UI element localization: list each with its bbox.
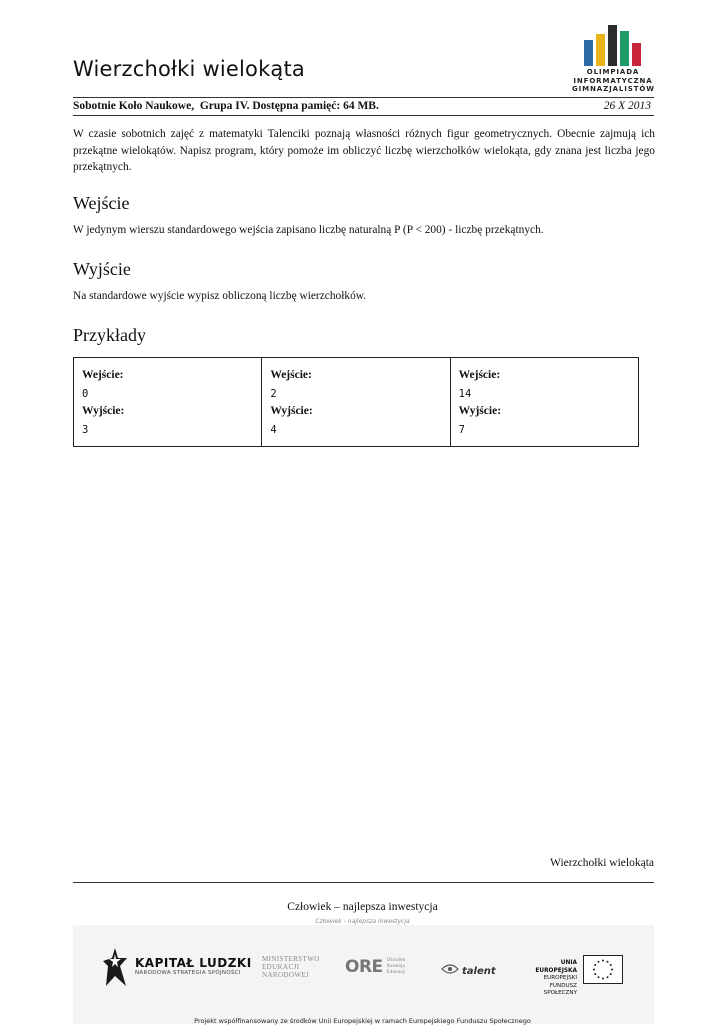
eu-star-icon — [602, 978, 604, 980]
talent-text: talent — [462, 966, 496, 977]
example-output-value: 3 — [82, 424, 89, 436]
kapital-title: KAPITAŁ LUDZKI — [135, 956, 252, 970]
subheader-text: Sobotnie Koło Naukowe, Grupa IV. Dostępna pamięć: 64 MB. — [73, 100, 379, 112]
example-output-value: 4 — [270, 424, 277, 436]
eu-star-icon — [607, 961, 609, 963]
logo-bars-icon — [583, 24, 643, 66]
examples-table — [73, 357, 639, 447]
logo-text-line: GIMNAZJALISTÓW — [572, 85, 655, 93]
input-description: W jedynym wierszu standardowego wejścia zapisano liczbę naturalną P (P < 200) - liczbę przekątnych. — [73, 224, 544, 236]
example-cell — [451, 358, 638, 446]
eu-star-icon — [594, 964, 596, 966]
example-input-label: Wejście: — [82, 369, 124, 381]
ministry-line: NARODOWEJ — [262, 971, 310, 979]
ore-title: ORE — [345, 957, 383, 977]
date: 26 X 2013 — [603, 100, 651, 112]
ministry-line: EDUKACJI — [262, 963, 300, 971]
page-title: Wierzchołki wielokąta — [73, 57, 306, 81]
eu-star-icon — [594, 973, 596, 975]
eu-sub-line: FUNDUSZ SPOŁECZNY — [543, 982, 577, 996]
footer-rule — [73, 882, 654, 883]
header-rule — [73, 97, 654, 98]
eu-star-icon — [610, 964, 612, 966]
footer-motto-small: Człowiek - najlepsza inwestycja — [315, 918, 410, 925]
eu-star-icon — [607, 976, 609, 978]
example-output-label: Wyjście: — [270, 405, 313, 417]
ore-logo — [345, 957, 405, 977]
subheader-rule — [73, 115, 654, 116]
kapital-ludzki-logo — [100, 946, 252, 986]
example-output-value: 7 — [458, 424, 465, 436]
example-input-label: Wejście: — [270, 369, 312, 381]
eu-star-icon — [598, 961, 600, 963]
example-input-value: 0 — [82, 388, 89, 400]
logo-text-line: OLIMPIADA — [586, 68, 640, 76]
intro-paragraph: W czasie sobotnich zajęć z matematyki Talenciki poznają własności różnych figur geometrycznych. Obecnie zajmują ich przekątne wielokątów. Napisz program, który pomoże im obliczyć liczbę wierzchołków wielokąta, gdy znana jest liczba jego przekątnych. — [73, 128, 655, 174]
example-cell — [262, 358, 450, 446]
example-input-value: 14 — [458, 388, 472, 400]
example-output-label: Wyjście: — [82, 405, 125, 417]
ore-sub-line: Edukacji — [386, 970, 406, 975]
talent-logo — [440, 960, 496, 977]
example-input-label: Wejście: — [458, 369, 501, 381]
footer-problem-name: Wierzchołki wielokąta — [550, 857, 654, 869]
example-input-value: 2 — [270, 388, 277, 400]
eu-sub-line: EUROPEJSKI — [543, 975, 577, 981]
eu-star-icon — [610, 973, 612, 975]
ministry-line: MINISTERSTWO — [262, 955, 320, 963]
talent-swirl-icon — [440, 961, 460, 977]
ore-sub-line: Rozwoju — [386, 964, 406, 969]
logo-text-line: INFORMATYCZNA — [573, 76, 653, 85]
eu-flag-icon — [583, 955, 623, 989]
eu-text — [520, 960, 577, 998]
kapital-subtitle: NARODOWA STRATEGIA SPÓJNOŚCI — [135, 970, 241, 976]
ore-sub-line: Ośrodek — [386, 958, 406, 963]
eu-star-icon — [593, 969, 595, 971]
project-note: Projekt współfinansowany ze środków Unii Europejskiej w ramach Europejskiego Funduszu Społecznego — [194, 1017, 531, 1025]
example-output-label: Wyjście: — [458, 405, 502, 417]
output-heading: Wyjście — [73, 259, 131, 279]
input-heading: Wejście — [73, 193, 130, 213]
eu-star-icon — [602, 960, 604, 962]
output-description: Na standardowe wyjście wypisz obliczoną liczbę wierzchołków. — [73, 290, 367, 302]
footer-motto: Człowiek – najlepsza inwestycja — [287, 901, 438, 913]
example-cell — [74, 358, 262, 446]
ministry-logo — [262, 955, 320, 979]
eu-star-icon — [611, 969, 613, 971]
olympiad-logo — [572, 24, 654, 94]
kapital-ludzki-icon — [100, 946, 130, 986]
examples-heading: Przykłady — [73, 325, 146, 345]
eu-title: UNIA EUROPEJSKA — [535, 960, 577, 974]
eu-star-icon — [598, 976, 600, 978]
subheader — [73, 100, 653, 112]
